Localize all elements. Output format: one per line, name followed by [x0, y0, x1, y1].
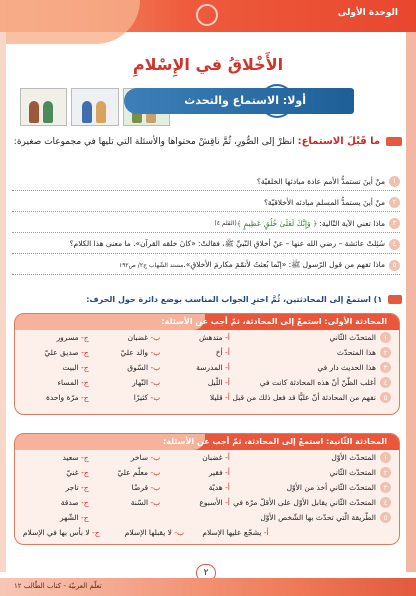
listening-instruction-text: ١) استمعْ إلى المحادثتين، ثُمَّ اخترِ الجواب المناسب بوضع دائرة حول الحرف: [86, 295, 383, 304]
option-text: المدرسة [196, 363, 223, 372]
intro-text: انظرْ إلى الصُّورِ، ثُمَّ ناقِشْ محتواها والأسئلة التي تليها في مجموعات صغيرة: [13, 137, 295, 147]
conversation-1-title: المحادثة الأولى: استمعْ إلى المحادثة، ثمّ أجب عن الأسئلة: [161, 317, 387, 326]
question-number: ٢ [389, 197, 400, 208]
option-text: البيت [62, 363, 79, 372]
option-a[interactable] [160, 378, 230, 387]
row-question-text: هذا الحديث دار في [317, 363, 376, 372]
option-letter: ب- [150, 483, 161, 492]
option-text: المساء [57, 378, 79, 387]
option-text: متدهش [198, 333, 223, 342]
option-b[interactable] [89, 453, 161, 462]
hadith-reference: مسند الشّهاب ج٢/ ص١٩٢ [118, 261, 184, 269]
conversation-1-panel [14, 313, 400, 415]
option-a[interactable] [160, 498, 230, 507]
question-number: ٣ [389, 218, 400, 229]
pre-listening-intro [10, 135, 402, 149]
option-letter: ب- [150, 378, 161, 387]
answer-row [15, 465, 399, 480]
option-letter: ب- [150, 393, 161, 402]
option-a[interactable] [160, 393, 230, 402]
row-number: ٢ [380, 467, 391, 478]
question-number: ١ [389, 176, 400, 187]
option-letter: أ- [263, 528, 269, 537]
section-heading: أولا: الاستماع والتحدث [124, 88, 354, 114]
option-text: معلّم عليّ [117, 468, 149, 477]
option-letter: أ- [225, 378, 230, 387]
option-letter: ج- [81, 483, 89, 492]
option-text: صدقة [60, 498, 79, 507]
option-letter: ج- [81, 363, 89, 372]
row-number: ٤ [380, 377, 391, 388]
row-question [230, 512, 391, 523]
option-letter: ب- [150, 363, 161, 372]
option-b[interactable] [89, 483, 161, 492]
answer-row [15, 525, 399, 540]
option-text: أخ [215, 348, 223, 357]
option-letter: ب- [150, 453, 161, 462]
top-banner [0, 0, 416, 32]
option-letter: أ- [225, 453, 230, 462]
answer-row [15, 495, 399, 510]
option-text: غضبان [127, 333, 149, 342]
question-text: ماذا تفهم من قول الرّسول ﷺ: «إنّما بُعثتُ لأتمّمَ مكارمَ الأخلاقِ». [183, 259, 385, 269]
answer-row [15, 510, 399, 525]
option-a[interactable] [160, 483, 230, 492]
option-text: تاجر [65, 483, 79, 492]
option-c[interactable] [15, 348, 89, 357]
option-a[interactable] [184, 528, 269, 537]
illustration-3 [20, 88, 67, 126]
left-margin-bar [0, 32, 6, 572]
option-letter: أ- [225, 348, 230, 357]
row-question [230, 467, 391, 478]
option-b[interactable] [89, 333, 161, 342]
option-c[interactable] [15, 378, 89, 387]
option-b[interactable] [89, 393, 161, 402]
option-letter: أ- [225, 393, 230, 402]
option-letter: ج- [92, 528, 100, 537]
discussion-questions [12, 172, 400, 277]
option-letter: أ- [225, 498, 230, 507]
activity-badge-icon [386, 137, 402, 146]
footer-bar [0, 578, 416, 596]
row-number: ٥ [380, 512, 391, 523]
row-question-text: المتحدّث الأوّل [331, 453, 376, 462]
answer-row [15, 345, 399, 360]
option-letter: ج- [81, 468, 89, 477]
row-question-text: المتحدّث الثّاني [329, 333, 376, 342]
question-row [12, 193, 400, 212]
option-letter: ب- [150, 348, 161, 357]
option-text: غنيّ [66, 468, 79, 477]
row-question-text: المتحدّث الثّاني [329, 468, 376, 477]
option-letter: ج- [81, 513, 89, 522]
row-number: ١ [380, 452, 391, 463]
option-letter: أ- [225, 363, 230, 372]
option-b[interactable] [89, 348, 161, 357]
footer-text: تعلّم العربيّة - كتاب الطّالب ١٢ [14, 582, 102, 590]
quran-verse: ﴿ وَإِنَّكَ لَعَلَىٰ خُلُقٍ عَظِيمٍ ﴾ [236, 218, 318, 228]
question-text: منْ أينَ تستمدُّ الأمم عادة مبادئها الخلقيّة؟ [256, 176, 385, 186]
option-c[interactable] [15, 483, 89, 492]
answer-row [15, 375, 399, 390]
option-text: هديّة [208, 483, 223, 492]
option-text: قليلا [209, 393, 223, 402]
option-a[interactable] [160, 333, 230, 342]
page-number: ٢ [196, 564, 216, 582]
option-text: يشجّع عليها الإسلام [202, 528, 262, 537]
conversation-1-title-bar [15, 314, 399, 330]
option-letter: ج- [81, 348, 89, 357]
option-text: كثيرًا [133, 393, 149, 402]
row-number: ٥ [380, 392, 391, 403]
option-text: لا بأس بها في الإسلام [22, 528, 90, 537]
option-letter: ج- [81, 453, 89, 462]
option-text: مسرور [56, 333, 79, 342]
question-text: سُئِلتْ عائشة – رضي الله عنها – عنْ أخلاقِ النّبيِّ ﷺ، فقالتْ: «كانَ خلقه القرآن». ما معنى هذا الكلام؟ [69, 238, 385, 248]
option-a[interactable] [160, 363, 230, 372]
conversation-2-title: المحادثة الثّانية: استمعْ إلى المحادثة، ثمّ أجب عن الأسئلة: [163, 437, 387, 446]
option-letter: ب- [150, 498, 161, 507]
verse-reference: (القلم ٤) [214, 219, 237, 227]
option-text: النّهار [132, 378, 149, 387]
illustration-2 [71, 88, 118, 126]
row-question [230, 332, 391, 343]
row-question [230, 362, 391, 373]
question-row [12, 235, 400, 254]
option-b[interactable] [89, 363, 161, 372]
row-question-text: أغلب الظّنّ أنّ هذه المحادثة كانت في [259, 378, 376, 387]
option-letter: ج- [81, 333, 89, 342]
option-text: سعيد [62, 453, 79, 462]
conversation-2-panel [14, 433, 400, 545]
option-text: صديق عليّ [44, 348, 79, 357]
option-a[interactable] [160, 468, 230, 477]
row-question [230, 347, 391, 358]
unit-label: الوحدة الأولى [337, 8, 398, 18]
row-number: ٤ [380, 497, 391, 508]
row-number: ٢ [380, 347, 391, 358]
option-a[interactable] [160, 348, 230, 357]
row-question-text: الطّريقة الّتي تحدّث بها الشّخص الأوّل [260, 513, 376, 522]
option-c[interactable] [15, 468, 89, 477]
row-question [230, 392, 391, 403]
row-question [230, 497, 391, 508]
option-c[interactable] [15, 513, 89, 522]
answer-row [15, 390, 399, 405]
row-question-text: المتحدّث الثّاني أخذ من الأوّل [286, 483, 376, 492]
option-text: غضبان [202, 453, 223, 462]
option-text: اللّيل [207, 378, 223, 387]
answer-row [15, 360, 399, 375]
option-letter: ب- [174, 528, 185, 537]
option-c[interactable] [15, 393, 89, 402]
row-question-text: نفهم من المحادثة أنّ عليًّا قد فعل ذلك من قبل [232, 393, 376, 402]
question-row [12, 256, 400, 275]
option-letter: أ- [225, 333, 230, 342]
option-c[interactable] [15, 528, 100, 537]
option-text: الأسبوع [199, 498, 223, 507]
option-text: قرضًا [131, 483, 149, 492]
answer-row [15, 330, 399, 345]
option-a[interactable] [160, 453, 230, 462]
conversation-2-title-bar [15, 434, 399, 450]
option-text: مرّة واحدة [45, 393, 79, 402]
answer-row [15, 480, 399, 495]
listening-instruction [10, 295, 402, 304]
microphone-icon [196, 4, 218, 26]
option-c[interactable] [15, 363, 89, 372]
row-number: ٣ [380, 482, 391, 493]
banner-decoration [0, 0, 140, 44]
option-text: السّنة [130, 498, 149, 507]
option-b[interactable] [89, 378, 161, 387]
option-text: الشّهر [60, 513, 79, 522]
option-letter: ج- [81, 498, 89, 507]
intro-lead: ما قَبْلَ الاستماع: [297, 136, 381, 147]
right-margin-bar [406, 32, 416, 572]
option-text: فقير [208, 468, 223, 477]
option-letter: ج- [81, 393, 89, 402]
option-letter: أ- [225, 468, 230, 477]
row-question [230, 482, 391, 493]
row-question [230, 377, 391, 388]
option-text: السّوق [127, 363, 149, 372]
option-b[interactable] [100, 528, 185, 537]
row-question [230, 452, 391, 463]
option-text: والد عليّ [120, 348, 149, 357]
option-text: ساخر [130, 453, 149, 462]
option-letter: أ- [225, 483, 230, 492]
row-question-text: هذا المتحدّث [336, 348, 376, 357]
lesson-title: الأَخْلاقُ في الإِسْلامِ [132, 55, 284, 74]
option-c[interactable] [15, 453, 89, 462]
answer-row [15, 450, 399, 465]
question-row [12, 172, 400, 191]
question-number: ٥ [389, 260, 400, 271]
option-c[interactable] [15, 333, 89, 342]
activity-badge-icon [388, 295, 402, 304]
option-text: لا يقبلها الإسلام [124, 528, 172, 537]
option-letter: ب- [150, 333, 161, 342]
option-letter: ب- [150, 468, 161, 477]
option-c[interactable] [15, 498, 89, 507]
question-row [12, 214, 400, 233]
question-number: ٤ [389, 239, 400, 250]
row-number: ١ [380, 332, 391, 343]
option-letter: ج- [81, 378, 89, 387]
row-question-text: المتحدّث الثّاني يقابل الأوّل على الأقلّ مرّة في [233, 498, 376, 507]
option-b[interactable] [89, 468, 161, 477]
row-number: ٣ [380, 362, 391, 373]
question-text: ماذا تعني الآية التّالية: [319, 218, 385, 228]
question-text: منْ أينَ يستمدُّ المسلم مبادئه الأخلاقيّة؟ [263, 197, 385, 207]
option-b[interactable] [89, 498, 161, 507]
